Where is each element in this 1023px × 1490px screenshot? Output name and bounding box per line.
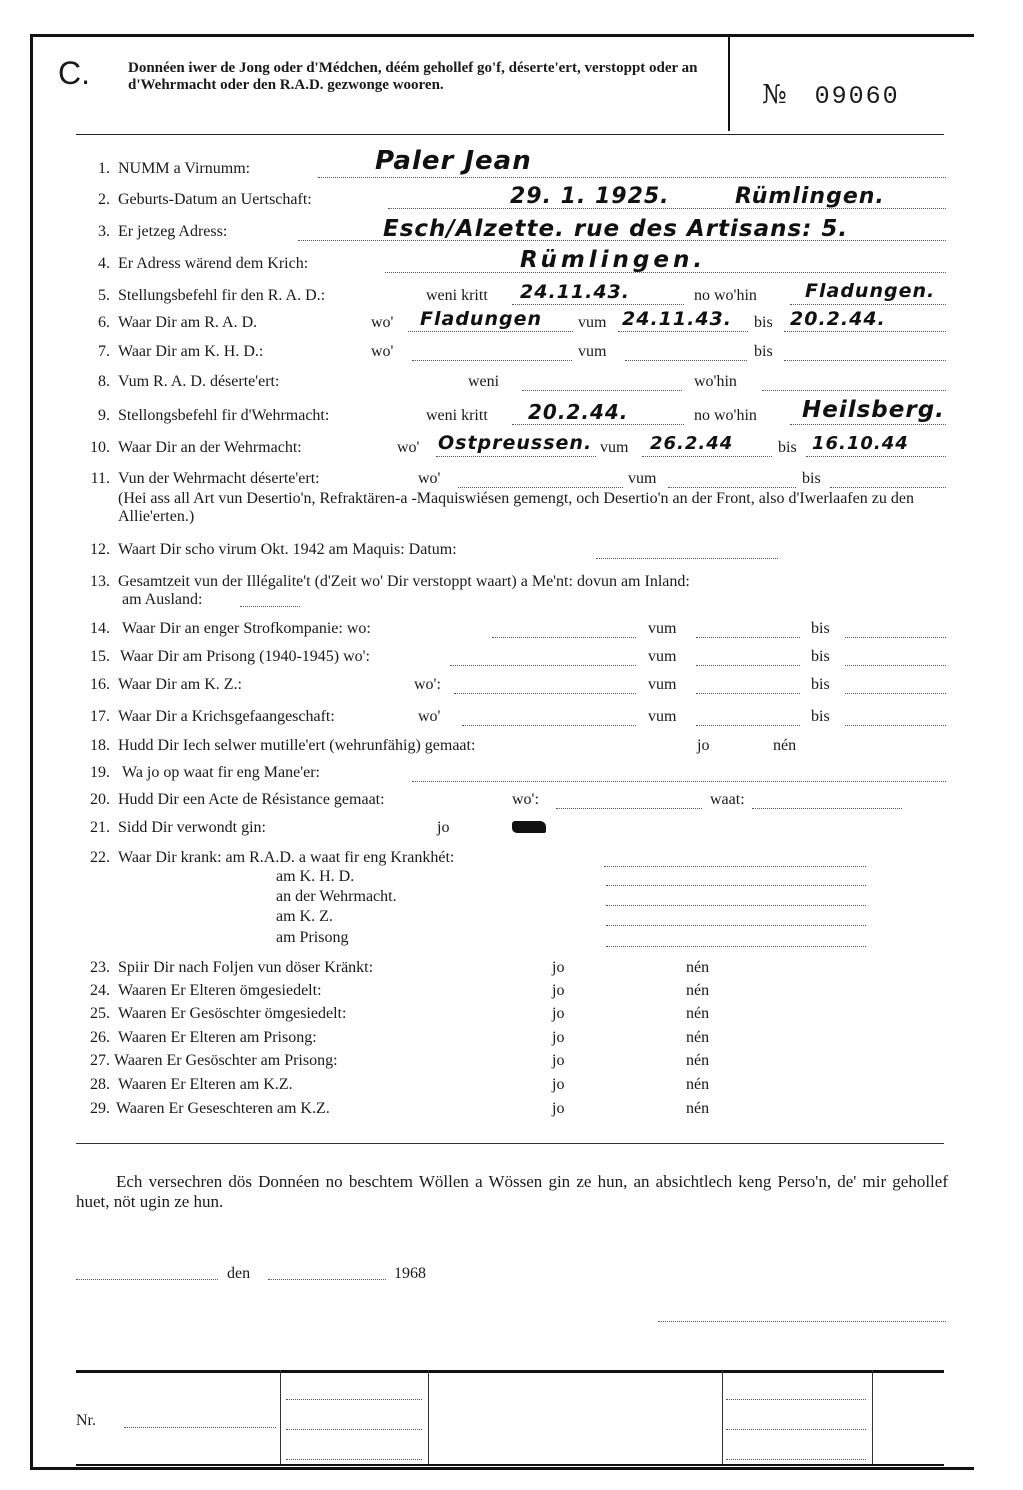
bis-label: bis [778,439,797,456]
line-number: 9. [98,407,110,424]
jo-option: jo [552,982,565,999]
nr-field [124,1412,276,1428]
nen-option: nén [686,1076,710,1093]
dotted-field [845,710,946,726]
jo-option: jo [552,1029,565,1046]
jo-option: jo [697,737,710,754]
line-number: 26. [90,1029,110,1046]
hw-wm-order-date: 20.2.44. [528,400,629,424]
line-number: 1. [98,160,110,177]
nen-option: nén [686,1005,710,1022]
sub-label: an der Wehrmacht. [276,888,397,905]
section-letter: C. [58,55,90,91]
wo-label: wo': [512,791,539,808]
line-label: Waar Dir a Krichsgefaangeschaft: [118,708,335,725]
dotted-field [845,622,946,638]
line-number: 12. [90,541,110,558]
line-number: 20. [90,791,110,808]
line-label: am Ausland: [122,591,203,608]
vum-label: vum [648,648,677,665]
line-label: Hudd Dir Iech selwer mutille'ert (wehrunfähig) gemaat: [118,737,476,754]
wo-label: wo': [414,676,441,693]
line-label: Waaren Er Gesöschter ömgesiedelt: [118,1005,347,1022]
jo-option: jo [437,819,450,836]
dotted-field [458,472,623,488]
form-line-13-cont [0,589,1023,611]
line-label: Waaren Er Geseschteren am K.Z. [116,1100,330,1117]
nen-option: nén [686,982,710,999]
dotted-field [556,793,702,809]
wo-label: wo' [418,708,441,725]
line-label: Waar Dir am Prisong (1940-1945) wo': [120,648,370,665]
header-text: Donnéen iwer de Jong oder d'Médchen, déém gehollef go'f, déserte'ert, verstoppt oder an d'Wehrmacht oder den R.A.D. gezwonge wooren. [128,60,698,93]
line-label: Waar Dir am R. A. D. [118,314,258,331]
hw-wm-from: 26.2.44 [650,433,734,454]
dotted-field [726,1444,866,1460]
hw-wm-where: Ostpreussen. [438,432,593,454]
line-label: Waar Dir am K. Z.: [118,676,242,693]
dotted-field [606,870,866,886]
date-line [0,1263,1023,1285]
vum-label: vum [628,470,657,487]
dotted-field [604,851,866,867]
header-separator [76,134,944,135]
year-label: 1968 [394,1265,426,1282]
dotted-field [830,472,946,488]
line-label: Er jetzeg Adress: [118,223,228,240]
vum-label: vum [648,708,677,725]
dotted-field [625,345,747,361]
dotted-field [752,793,902,809]
sub-label: am Prisong [276,929,349,946]
dotted-field [522,375,682,391]
dotted-field [462,710,636,726]
line-number: 16. [90,676,110,693]
nen-option: nén [686,1100,710,1117]
weni-label: weni kritt [426,407,488,424]
dotted-field [696,710,800,726]
nr-label: Nr. [76,1412,96,1429]
line-label: Sidd Dir verwondt gin: [118,819,266,836]
wo-label: wo' [371,314,394,331]
jo-option: jo [552,1005,565,1022]
form-line-24 [0,980,1023,1002]
line-number: 23. [90,959,110,976]
line-label: Vun der Wehrmacht déserte'ert: [118,470,320,487]
hw-address: Esch/Alzette. rue des Artisans: 5. [383,216,849,242]
dotted-field [606,931,866,947]
vum-label: vum [578,343,607,360]
line-number: 24. [90,982,110,999]
line-label: Waar Dir an der Wehrmacht: [118,439,302,456]
dotted-field [286,1384,422,1400]
dotted-field [845,650,946,666]
nowohin-label: no wo'hin [694,287,757,304]
line-number: 14. [90,620,110,637]
nen-option: nén [686,959,710,976]
line-label: Wa jo op waat fir eng Mane'er: [122,764,320,781]
wo-label: wo' [418,470,441,487]
bis-label: bis [811,708,830,725]
line-label: Waar Dir am K. H. D.: [118,343,264,360]
line-label: Vum R. A. D. déserte'ert: [118,373,280,390]
bis-label: bis [811,676,830,693]
hw-rad-where: Fladungen [420,308,542,330]
line-label: Geburts-Datum an Uertschaft: [118,191,312,208]
line-label: Waaren Er Elteren ömgesiedelt: [118,982,322,999]
dotted-field [696,678,800,694]
line-number: 22. [90,849,110,866]
jo-option: jo [552,1052,565,1069]
hw-wm-to: 16.10.44 [812,433,909,454]
nowohin-label: no wo'hin [694,407,757,424]
declaration-text: Ech versechren dös Donnéen no beschtem Wöllen a Wössen gin ze hun, an absichtlech keng Perso'n, de' mir gehollef huet, nöt ugin ze hun. [76,1172,948,1211]
dotted-field [784,345,946,361]
jo-option: jo [552,959,565,976]
line-22-sub-2 [0,886,1023,908]
nen-option: nén [773,737,797,754]
line-number: 7. [98,343,110,360]
hw-war-address: Rümlingen. [520,247,707,273]
bis-label: bis [811,620,830,637]
sub-label: am K. Z. [276,908,333,925]
weni-label: weni [468,373,500,390]
line-label: Hudd Dir een Acte de Résistance gemaat: [118,791,385,808]
form-line-23 [0,957,1023,979]
line-22-sub-1 [0,866,1023,888]
dotted-field [762,375,946,391]
header-divider [728,37,730,131]
bis-label: bis [802,470,821,487]
hw-name: Paler Jean [375,146,532,176]
line-number: 19. [90,764,110,781]
table-bottom-rule [76,1464,944,1466]
hw-wm-order-place: Heilsberg. [802,397,945,423]
line-number: 18. [90,737,110,754]
dotted-field [286,1444,422,1460]
form-bottom-border [30,1467,974,1470]
dotted-field [450,650,636,666]
line-number: 10. [90,439,110,456]
line-number: 6. [98,314,110,331]
vum-label: vum [600,439,629,456]
sub-label: am K. H. D. [276,868,355,885]
wohin-label: wo'hin [694,373,737,390]
line-label: Waar Dir an enger Strofkompanie: wo: [122,620,371,637]
form-line-27 [0,1050,1023,1072]
hw-rad-order-place: Fladungen. [805,280,936,302]
weni-label: weni kritt [426,287,488,304]
dotted-field [845,678,946,694]
dotted-field [492,622,636,638]
line-number: 11. [90,470,110,487]
bis-label: bis [754,343,773,360]
number-sign: № [762,80,789,110]
line-label: Gesamtzeit vun der Illégalite't (d'Zeit wo' Dir verstoppt waart) a Me'nt: dovun am Inland: [118,573,690,590]
line-number: 21. [90,819,110,836]
hw-rad-to: 20.2.44. [790,308,886,330]
dotted-field [412,345,572,361]
dotted-field [696,650,800,666]
form-line-18 [0,735,1023,757]
line-number: 29. [90,1100,110,1117]
dotted-field [726,1384,866,1400]
line-number: 5. [98,287,110,304]
line-number: 25. [90,1005,110,1022]
wo-label: wo' [371,343,394,360]
nen-option: nén [686,1029,710,1046]
line-label: Waart Dir scho virum Okt. 1942 am Maquis: Datum: [118,541,457,558]
line-22-sub-3 [0,906,1023,928]
form-line-12 [0,539,1023,561]
line-label: Waaren Er Elteren am Prisong: [118,1029,317,1046]
line-number: 28. [90,1076,110,1093]
line-22-sub-4 [0,927,1023,949]
form-number-value: 09060 [814,82,900,111]
hw-rad-order-date: 24.11.43. [520,281,630,303]
form-line-25 [0,1003,1023,1025]
line-label: Stellungsbefehl fir den R. A. D.: [118,287,326,304]
line-number: 15. [90,648,110,665]
line-number: 17. [90,708,110,725]
table-top-rule [76,1370,944,1373]
waat-label: waat: [710,791,745,808]
line-number: 13. [90,573,110,590]
line-number: 4. [98,255,110,272]
den-label: den [227,1265,251,1282]
jo-option: jo [552,1076,565,1093]
dotted-field [606,890,866,906]
line-label: Er Adress wärend dem Krich: [118,255,309,272]
wo-label: wo' [397,439,420,456]
line-number: 3. [98,223,110,240]
dotted-field [668,472,796,488]
vum-label: vum [578,314,607,331]
line-label: Waaren Er Gesöschter am Prisong: [114,1052,338,1069]
section-separator [76,1143,944,1144]
hw-rad-from: 24.11.43. [622,308,732,330]
form-line-28 [0,1074,1023,1096]
line-number: 27. [90,1052,110,1069]
line-11-note: (Hei ass all Art vun Desertio'n, Refraktären-a -Maquiswiésen gemengt, och Desertio'n an der Front, also d'Iwerlaafen zu den Allie'erten.) [118,490,914,525]
jo-option: jo [552,1100,565,1117]
bis-label: bis [754,314,773,331]
line-label: Waaren Er Elteren am K.Z. [118,1076,293,1093]
dotted-field [606,910,866,926]
line-label: NUMM a Virnumm: [118,160,251,177]
bis-label: bis [811,648,830,665]
ink-blot-mark [512,821,546,833]
dotted-field [240,591,300,607]
hw-birth-place: Rümlingen. [735,184,885,209]
dotted-field [596,543,778,559]
line-label: Spiir Dir nach Foljen vun döser Kränkt: [118,959,374,976]
date-field [268,1264,386,1280]
dotted-field [412,766,946,782]
hw-birth-date: 29. 1. 1925. [510,184,670,209]
vum-label: vum [648,676,677,693]
form-line-29 [0,1098,1023,1120]
dotted-field [454,678,636,694]
dotted-field [696,622,800,638]
line-label: Stellongsbefehl fir d'Wehrmacht: [118,407,330,424]
signature-field [658,1306,946,1322]
line-label: Waar Dir krank: am R.A.D. a waat fir eng Krankhét: [118,849,455,866]
form-line-26 [0,1027,1023,1049]
nen-option: nén [686,1052,710,1069]
line-number: 8. [98,373,110,390]
line-number: 2. [98,191,110,208]
form-number [762,80,900,111]
vum-label: vum [648,620,677,637]
